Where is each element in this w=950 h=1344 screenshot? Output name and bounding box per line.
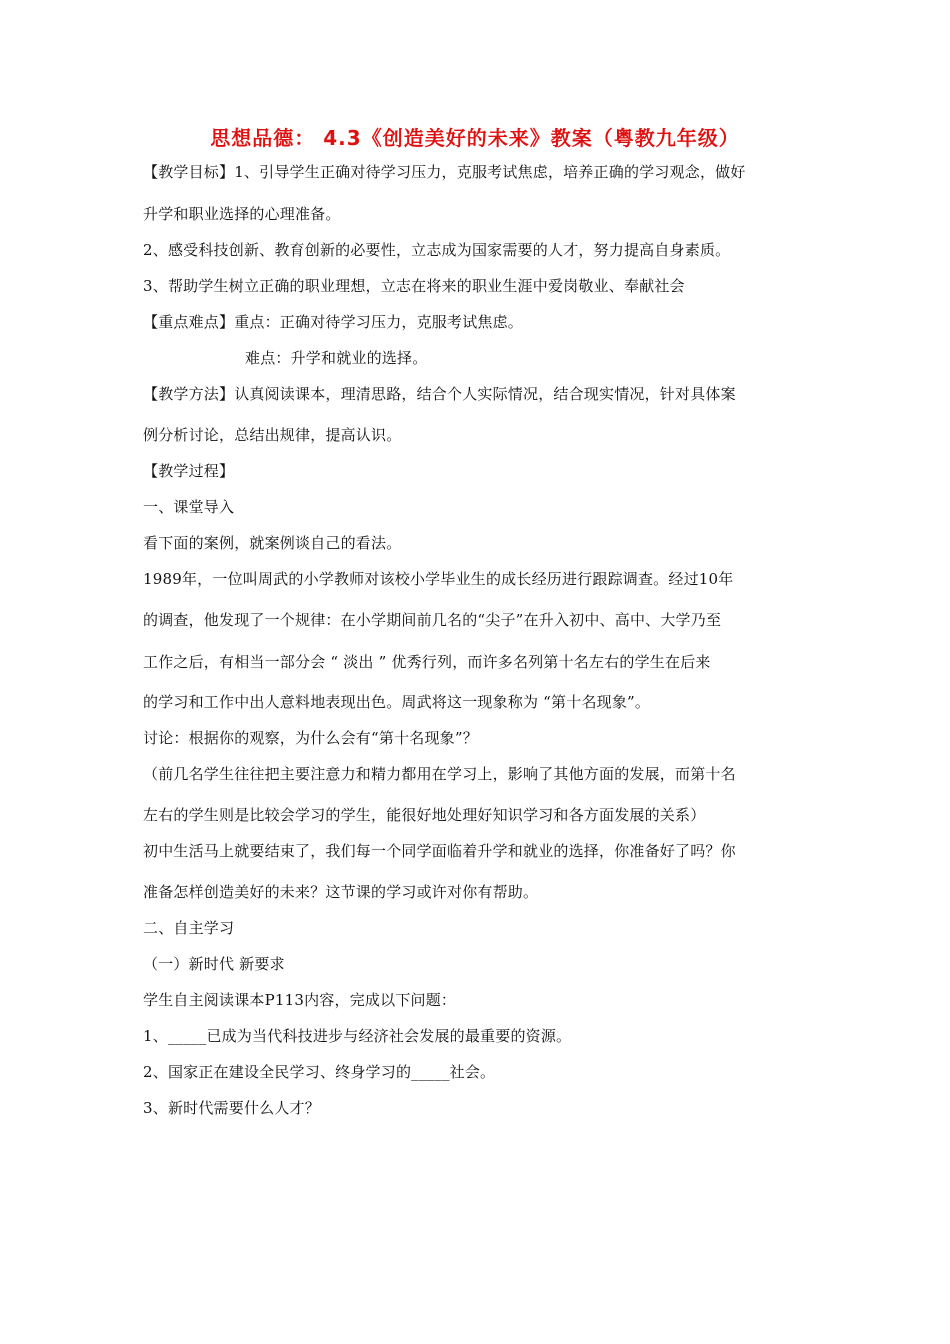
- paragraph-line: 【重点难点】重点：正确对待学习压力，克服考试焦虑。: [143, 313, 524, 331]
- paragraph-line: 【教学方法】认真阅读课本，理清思路，结合个人实际情况，结合现实情况，针对具体案: [143, 385, 736, 403]
- paragraph-line: 一、课堂导入: [143, 498, 235, 516]
- document-title: 思想品德： 4.3《创造美好的未来》教案（粤教九年级）: [210, 126, 740, 150]
- paragraph-line: （一）新时代 新要求: [143, 955, 285, 973]
- paragraph-line: 2、国家正在建设全民学习、终身学习的_____社会。: [143, 1063, 496, 1081]
- paragraph-line: 准备怎样创造美好的未来？这节课的学习或许对你有帮助。: [143, 883, 539, 901]
- paragraph-line: 难点：升学和就业的选择。: [245, 349, 428, 367]
- paragraph-line: 1、_____已成为当代科技进步与经济社会发展的最重要的资源。: [143, 1027, 572, 1045]
- paragraph-line: 的学习和工作中出人意料地表现出色。周武将这一现象称为 “第十名现象”。: [143, 693, 651, 711]
- paragraph-line: 【教学目标】1、引导学生正确对待学习压力，克服考试焦虑，培养正确的学习观念，做好: [143, 163, 746, 181]
- paragraph-line: 3、帮助学生树立正确的职业理想，立志在将来的职业生涯中爱岗敬业、奉献社会: [143, 277, 685, 295]
- paragraph-line: 学生自主阅读课本P113内容，完成以下问题：: [143, 991, 457, 1009]
- paragraph-line: 初中生活马上就要结束了，我们每一个同学面临着升学和就业的选择，你准备好了吗？你: [143, 842, 736, 860]
- paragraph-line: 例分析讨论，总结出规律，提高认识。: [143, 426, 402, 444]
- paragraph-line: 【教学过程】: [143, 462, 235, 480]
- paragraph-line: 3、新时代需要什么人才？: [143, 1099, 320, 1117]
- paragraph-line: 升学和职业选择的心理准备。: [143, 205, 341, 223]
- paragraph-line: 左右的学生则是比较会学习的学生，能很好地处理好知识学习和各方面发展的关系）: [143, 806, 706, 824]
- paragraph-line: （前几名学生往往把主要注意力和精力都用在学习上，影响了其他方面的发展，而第十名: [143, 765, 736, 783]
- paragraph-line: 讨论：根据你的观察，为什么会有“第十名现象”？: [143, 729, 478, 747]
- paragraph-line: 1989年，一位叫周武的小学教师对该校小学毕业生的成长经历进行跟踪调查。经过10年: [143, 570, 734, 588]
- paragraph-line: 2、感受科技创新、教育创新的必要性，立志成为国家需要的人才，努力提高自身素质。: [143, 241, 731, 259]
- paragraph-line: 二、自主学习: [143, 919, 235, 937]
- paragraph-line: 看下面的案例，就案例谈自己的看法。: [143, 534, 402, 552]
- paragraph-line: 工作之后，有相当一部分会 “ 淡出 ” 优秀行列，而许多名列第十名左右的学生在后来: [143, 653, 711, 671]
- paragraph-line: 的调查，他发现了一个规律：在小学期间前几名的“尖子”在升入初中、高中、大学乃至: [143, 611, 722, 629]
